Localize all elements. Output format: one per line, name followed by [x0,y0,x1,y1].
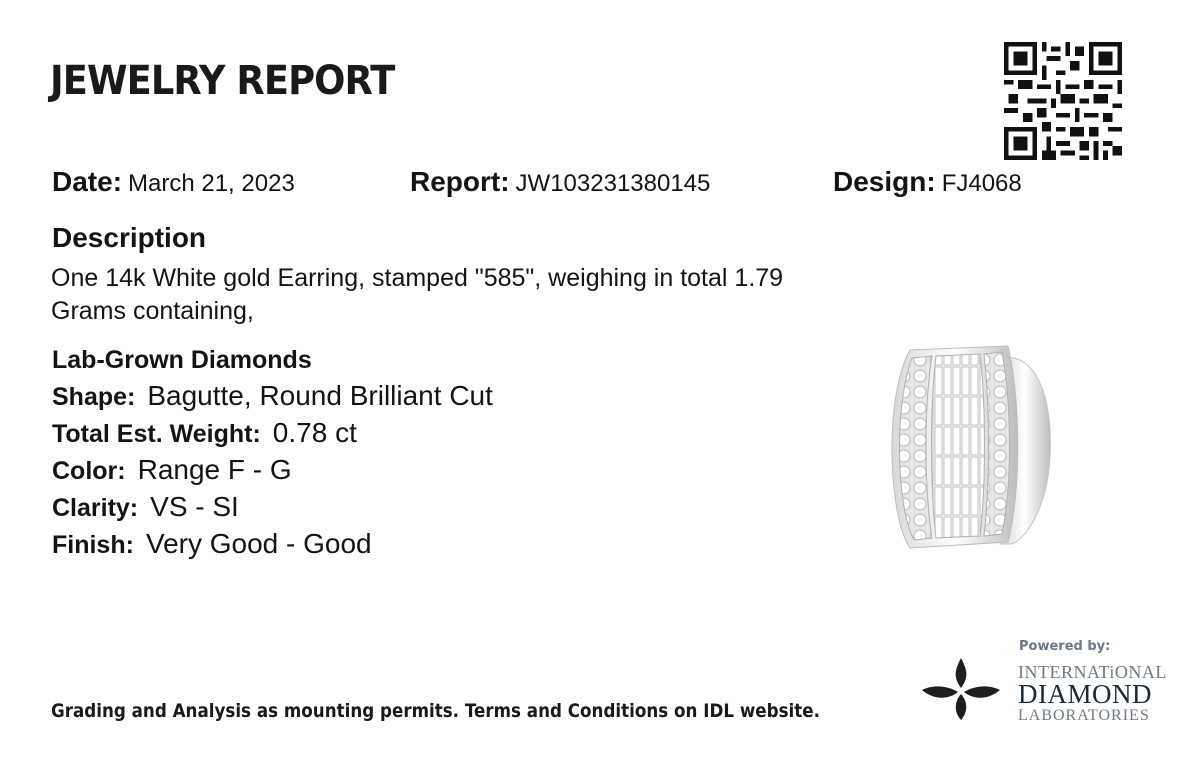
spec-row-shape [52,380,493,417]
spec-label: Shape: [52,383,136,411]
terms-footer-note: Grading and Analysis as mounting permits. Terms and Conditions on IDL website. [51,700,820,722]
qr-code-icon [1004,42,1122,160]
spec-value: Very Good - Good [145,528,372,559]
diamond-specs [52,380,493,565]
spec-row-clarity [52,491,493,528]
spec-value: VS - SI [150,491,239,522]
spec-row-weight [52,417,493,454]
idl-diamond-logo-icon [920,656,1002,722]
spec-row-finish [52,528,493,565]
description-text: One 14k White gold Earring, stamped "585", weighing in total 1.79 Grams containing, [51,264,784,325]
report-number-field [410,166,710,198]
spec-label: Clarity: [52,494,139,522]
description-heading: Description [52,222,207,253]
date-value: March 21, 2023 [128,170,295,197]
spec-value: Range F - G [137,454,292,485]
spec-label: Finish: [52,531,134,559]
idl-brand-wordmark [1018,663,1167,724]
report-title: JEWELRY REPORT [50,58,395,104]
spec-label: Total Est. Weight: [52,420,261,448]
brand-line-international: INTERNATiONAL [1018,662,1167,682]
report-value: JW103231380145 [515,170,711,197]
report-label: Report: [410,166,510,197]
spec-row-color [52,454,493,491]
diamonds-heading: Lab-Grown Diamonds [52,346,312,374]
spec-label: Color: [52,457,126,485]
earring-product-image [880,336,1060,552]
brand-line-diamond: DIAMOND [1018,679,1152,709]
brand-line-laboratories: LABORATORIES [1018,707,1150,724]
design-field [833,166,1022,198]
design-value: FJ4068 [941,170,1022,197]
date-label: Date: [52,166,123,197]
powered-by-label: Powered by: [1019,639,1111,654]
date-field [52,166,295,198]
spec-value: Bagutte, Round Brilliant Cut [147,380,493,411]
spec-value: 0.78 ct [272,417,357,448]
design-label: Design: [833,166,936,197]
